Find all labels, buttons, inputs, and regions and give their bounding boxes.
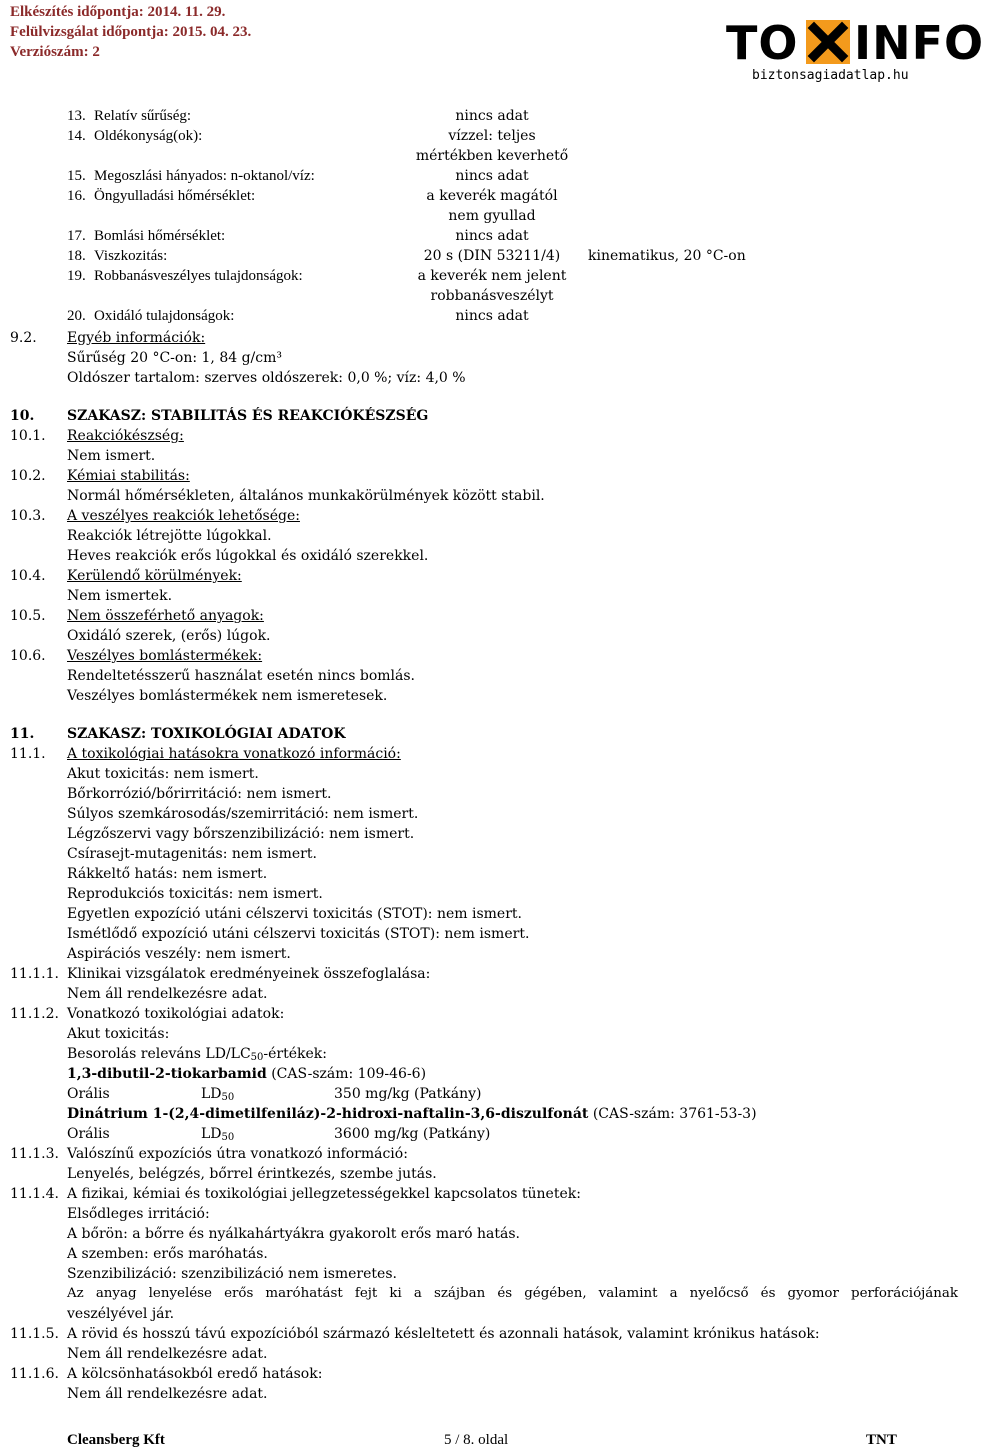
s1112-num: 11.1.2. — [10, 1006, 59, 1022]
prop-16-num: 16. — [67, 188, 86, 204]
s1116-text: Nem áll rendelkezésre adat. — [67, 1386, 268, 1402]
s11-num: 11. — [10, 726, 35, 742]
prop-20-value: nincs adat — [455, 308, 529, 324]
tox-reproductive: Reprodukciós toxicitás: nem ismert. — [67, 886, 323, 902]
s92-solvent: Oldószer tartalom: szerves oldószerek: 0,0 %; víz: 4,0 % — [67, 370, 466, 386]
s105-text: Oxidáló szerek, (erős) lúgok. — [67, 628, 271, 644]
prop-18-value: 20 s (DIN 53211/4) — [423, 248, 561, 264]
s102-text: Normál hőmérsékleten, általános munkakörülmények között stabil. — [67, 488, 545, 504]
s10-num: 10. — [10, 408, 35, 424]
tox-sensitization: Légzőszervi vagy bőrszenzibilizáció: nem ismert. — [67, 826, 415, 842]
footer-right: TNT — [866, 1432, 897, 1448]
s1115-title: A rövid és hosszú távú expozícióból származó késleltetett és azonnali hatások, valamint krónikus hatások: — [67, 1326, 820, 1342]
prop-14-label: Oldékonyság(ok): — [94, 128, 203, 144]
prop-18-label: Viszkozitás: — [94, 248, 168, 264]
prop-13-num: 13. — [67, 108, 86, 124]
substance-1-value: 350 mg/kg (Patkány) — [334, 1086, 482, 1102]
prop-15-num: 15. — [67, 168, 86, 184]
s10-title: SZAKASZ: STABILITÁS ÉS REAKCIÓKÉSZSÉG — [67, 408, 429, 424]
prop-13-label: Relatív sűrűség: — [94, 108, 192, 124]
tox-stot-re: Ismétlődő expozíció utáni célszervi toxicitás (STOT): nem ismert. — [67, 926, 530, 942]
prop-16-value: a keverék magától — [426, 188, 558, 204]
s11-title: SZAKASZ: TOXIKOLÓGIAI ADATOK — [67, 726, 346, 742]
s1111-text: Nem áll rendelkezésre adat. — [67, 986, 268, 1002]
ld-classification: Besorolás releváns LD/LC50-értékek: — [67, 1046, 327, 1063]
s104-text: Nem ismertek. — [67, 588, 173, 604]
s1111-title: Klinikai vizsgálatok eredményeinek összefoglalása: — [67, 966, 431, 982]
logo-site: biztonsagiadatlap.hu — [752, 68, 909, 83]
tox-carcinogenicity: Rákkeltő hatás: nem ismert. — [67, 866, 268, 882]
s1116-num: 11.1.6. — [10, 1366, 59, 1382]
s106-text-1: Rendeltetésszerű használat esetén nincs bomlás. — [67, 668, 416, 684]
s103-text-1: Reakciók létrejötte lúgokkal. — [67, 528, 272, 544]
prop-14-value-2: mértékben keverhető — [415, 148, 569, 164]
s106-title: Veszélyes bomlástermékek: — [67, 648, 263, 664]
s106-num: 10.6. — [10, 648, 46, 664]
tox-skin: Bőrkorrózió/bőrirritáció: nem ismert. — [67, 786, 332, 802]
prop-14-value: vízzel: teljes — [448, 128, 536, 144]
s101-num: 10.1. — [10, 428, 46, 444]
s105-num: 10.5. — [10, 608, 46, 624]
prop-18-num: 18. — [67, 248, 86, 264]
logo-text-right: INFO — [854, 16, 984, 70]
version: Verziószám: 2 — [10, 44, 100, 60]
s1112-acute: Akut toxicitás: — [67, 1026, 170, 1042]
prop-15-label: Megoszlási hányados: n-oktanol/víz: — [94, 168, 315, 184]
s92-num: 9.2. — [10, 330, 37, 346]
symptom-ingestion-end: veszélyével jár. — [67, 1306, 175, 1322]
prop-18-extra: kinematikus, 20 °C-on — [588, 248, 746, 264]
tox-eye: Súlyos szemkárosodás/szemirritáció: nem ismert. — [67, 806, 419, 822]
substance-1-cas: (CAS-szám: 109-46-6) — [271, 1066, 427, 1082]
s111-title: A toxikológiai hatásokra vonatkozó információ: — [67, 746, 401, 762]
prop-16-label: Öngyulladási hőmérséklet: — [94, 188, 256, 204]
tox-mutagenicity: Csírasejt-mutagenitás: nem ismert. — [67, 846, 317, 862]
prop-19-value-2: robbanásveszélyt — [430, 288, 554, 304]
s101-title: Reakciókészség: — [67, 428, 184, 444]
prop-17-value: nincs adat — [455, 228, 529, 244]
tox-aspiration: Aspirációs veszély: nem ismert. — [67, 946, 291, 962]
s104-num: 10.4. — [10, 568, 46, 584]
footer-page: 5 / 8. oldal — [444, 1432, 509, 1448]
s105-title: Nem összeférhető anyagok: — [67, 608, 264, 624]
prop-19-num: 19. — [67, 268, 86, 284]
substance-1-route: Orális — [67, 1086, 110, 1102]
s1114-num: 11.1.4. — [10, 1186, 59, 1202]
symptom-skin: A bőrön: a bőrre és nyálkahártyákra gyakorolt erős maró hatás. — [67, 1226, 520, 1242]
s104-title: Kerülendő körülmények: — [67, 568, 242, 584]
substance-2-route: Orális — [67, 1126, 110, 1142]
prop-14-num: 14. — [67, 128, 86, 144]
substance-2-ld: LD50 — [201, 1126, 235, 1143]
s1116-title: A kölcsönhatásokból eredő hatások: — [67, 1366, 323, 1382]
substance-2-name: Dinátrium 1-(2,4-dimetilfeniláz)-2-hidroxi-naftalin-3,6-diszulfonát — [67, 1106, 589, 1122]
s103-title: A veszélyes reakciók lehetősége: — [67, 508, 300, 524]
footer-company: Cleansberg Kft — [67, 1432, 165, 1448]
s1114-title: A fizikai, kémiai és toxikológiai jellegzetességekkel kapcsolatos tünetek: — [67, 1186, 581, 1202]
prop-20-num: 20. — [67, 308, 86, 324]
substance-2-value: 3600 mg/kg (Patkány) — [334, 1126, 491, 1142]
prop-20-label: Oxidáló tulajdonságok: — [94, 308, 235, 324]
tox-stot-se: Egyetlen expozíció utáni célszervi toxicitás (STOT): nem ismert. — [67, 906, 522, 922]
logo-text-left: TO — [726, 16, 799, 70]
toxinfo-logo — [726, 16, 984, 70]
created-date: Elkészítés időpontja: 2014. 11. 29. — [10, 4, 226, 20]
prop-15-value: nincs adat — [455, 168, 529, 184]
s92-title: Egyéb információk: — [67, 330, 206, 346]
hazard-x-icon — [806, 20, 850, 64]
prop-17-label: Bomlási hőmérséklet: — [94, 228, 226, 244]
s102-title: Kémiai stabilitás: — [67, 468, 190, 484]
s103-text-2: Heves reakciók erős lúgokkal és oxidáló szerekkel. — [67, 548, 429, 564]
s101-text: Nem ismert. — [67, 448, 156, 464]
symptom-eye: A szemben: erős maróhatás. — [67, 1246, 268, 1262]
s1113-text: Lenyelés, belégzés, bőrrel érintkezés, szembe jutás. — [67, 1166, 437, 1182]
s1111-num: 11.1.1. — [10, 966, 59, 982]
symptom-ingestion: Az anyag lenyelése erős maróhatást fejt ki a szájban és gégében, valamint a nyelőcső és gyomor perforációjának — [67, 1286, 958, 1301]
symptom-sensitization: Szenzibilizáció: szenzibilizáció nem ismeretes. — [67, 1266, 397, 1282]
s1113-title: Valószínű expozíciós útra vonatkozó információ: — [67, 1146, 408, 1162]
s92-density: Sűrűség 20 °C-on: 1, 84 g/cm³ — [67, 350, 282, 366]
s1115-text: Nem áll rendelkezésre adat. — [67, 1346, 268, 1362]
substance-1-ld: LD50 — [201, 1086, 235, 1103]
prop-19-label: Robbanásveszélyes tulajdonságok: — [94, 268, 303, 284]
substance-2 — [67, 1106, 757, 1122]
prop-17-num: 17. — [67, 228, 86, 244]
s103-num: 10.3. — [10, 508, 46, 524]
s106-text-2: Veszélyes bomlástermékek nem ismeretesek. — [67, 688, 388, 704]
s1113-num: 11.1.3. — [10, 1146, 59, 1162]
tox-acute: Akut toxicitás: nem ismert. — [67, 766, 259, 782]
substance-2-cas: (CAS-szám: 3761-53-3) — [592, 1106, 757, 1122]
prop-19-value: a keverék nem jelent — [417, 268, 567, 284]
s102-num: 10.2. — [10, 468, 46, 484]
symptom-primary: Elsődleges irritáció: — [67, 1206, 210, 1222]
s1115-num: 11.1.5. — [10, 1326, 59, 1342]
prop-16-value-2: nem gyullad — [448, 208, 536, 224]
s111-num: 11.1. — [10, 746, 46, 762]
prop-13-value: nincs adat — [455, 108, 529, 124]
substance-1 — [67, 1066, 426, 1082]
s1112-title: Vonatkozó toxikológiai adatok: — [67, 1006, 285, 1022]
substance-1-name: 1,3-dibutil-2-tiokarbamid — [67, 1066, 267, 1082]
revised-date: Felülvizsgálat időpontja: 2015. 04. 23. — [10, 24, 252, 40]
